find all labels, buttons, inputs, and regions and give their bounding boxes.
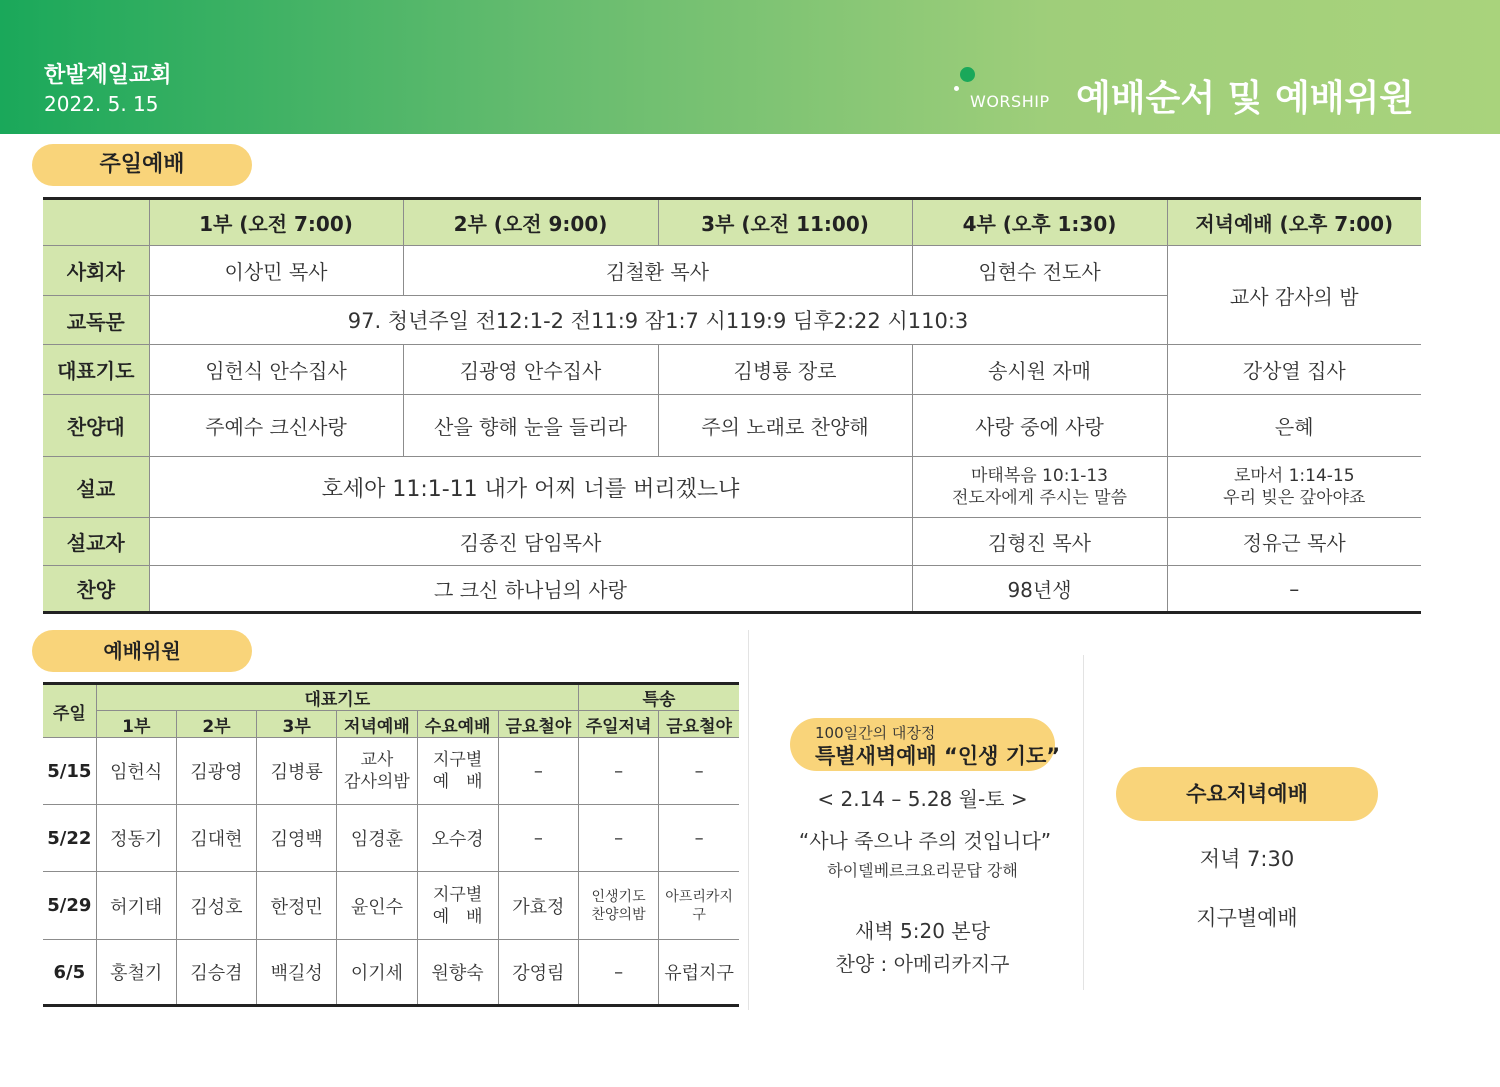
page-title: 예배순서 및 예배위원 xyxy=(1076,78,1415,119)
cell-prayer-2: 김승겸 xyxy=(176,940,256,1006)
church-name: 한밭제일교회 xyxy=(44,63,172,88)
cell-praise-4: 98년생 xyxy=(912,566,1167,613)
dawn-period: < 2.14 – 5.28 월-토 > xyxy=(817,787,1028,811)
divider xyxy=(748,630,749,1010)
table-row xyxy=(43,940,739,1006)
cell-friday: – xyxy=(498,805,578,872)
worship-label: WORSHIP xyxy=(970,92,1050,111)
cell-wednesday xyxy=(417,738,498,805)
row-preacher xyxy=(43,518,1421,566)
subheader-evening: 저녁예배 xyxy=(337,711,417,738)
cell-sunday-evening: – xyxy=(578,940,658,1006)
row-host xyxy=(43,246,1421,296)
row-label: 교독문 xyxy=(43,296,149,345)
wednesday-time: 저녁 7:30 xyxy=(1199,847,1295,871)
cell-friday: – xyxy=(498,738,578,805)
table-header-row xyxy=(43,199,1421,246)
subheader-3: 3부 xyxy=(257,711,337,738)
corner-cell xyxy=(43,199,149,246)
row-label: 설교 xyxy=(43,457,149,518)
subheader-friday-special: 금요철야 xyxy=(659,711,739,738)
evening-line-1: 교사 xyxy=(360,750,394,770)
bulletin-date: 2022. 5. 15 xyxy=(44,92,159,116)
cell-host-1: 이상민 목사 xyxy=(149,246,403,296)
row-date: 5/22 xyxy=(43,805,96,872)
cell-host-2-3: 김철환 목사 xyxy=(403,246,912,296)
table-row xyxy=(43,738,739,805)
section-sunday-title: 주일예배 xyxy=(32,144,252,186)
cell-sermon-main: 호세아 11:1-11 내가 어찌 너를 버리겠느냐 xyxy=(149,457,912,518)
sunday-evening-line-1: 인생기도 xyxy=(591,888,646,905)
row-label: 찬양 xyxy=(43,566,149,613)
dawn-praise: 찬양 : 아메리카지구 xyxy=(835,952,1010,976)
green-dot-icon xyxy=(960,67,975,82)
cell-prayer-1: 홍철기 xyxy=(96,940,176,1006)
cell-prayer-2: 김광영 xyxy=(176,738,256,805)
divider xyxy=(1083,655,1084,990)
cell-friday: 가효정 xyxy=(498,872,578,940)
header-group-prayer: 대표기도 xyxy=(96,684,578,711)
wednesday-line-2: 예 배 xyxy=(432,906,483,927)
cell-evening xyxy=(337,738,417,805)
cell-choir-1: 주예수 크신사랑 xyxy=(149,395,403,457)
cell-prayer-1: 허기태 xyxy=(96,872,176,940)
dawn-title: 특별새벽예배 “인생 기도” xyxy=(815,744,1061,768)
header-banner xyxy=(0,0,1500,134)
row-date: 5/15 xyxy=(43,738,96,805)
dawn-quote: “사나 죽으나 주의 것입니다” xyxy=(798,829,1052,853)
dawn-time: 새벽 5:20 본당 xyxy=(855,919,990,943)
cell-friday-special: – xyxy=(659,738,739,805)
subheader-2: 2부 xyxy=(176,711,256,738)
section-committee-title: 예배위원 xyxy=(32,630,252,672)
cell-prayer-2: 김대현 xyxy=(176,805,256,872)
cell-friday-special: – xyxy=(659,805,739,872)
cell-praise-evening: – xyxy=(1167,566,1421,613)
row-label: 사회자 xyxy=(43,246,149,296)
cell-preacher-4: 김형진 목사 xyxy=(912,518,1167,566)
subheader-wednesday: 수요예배 xyxy=(417,711,498,738)
cell-sermon-evening xyxy=(1167,457,1421,518)
sermon-evening-scripture: 로마서 1:14-15 xyxy=(1233,466,1355,486)
cell-choir-4: 사랑 중에 사랑 xyxy=(912,395,1167,457)
cell-praise-main: 그 크신 하나님의 사랑 xyxy=(149,566,912,613)
cell-prayer-2: 김광영 안수집사 xyxy=(403,345,658,395)
cell-evening: 이기세 xyxy=(337,940,417,1006)
header-service-2: 2부 (오전 9:00) xyxy=(403,199,658,246)
committee-header-row-1 xyxy=(43,684,739,711)
cell-host-4: 임현수 전도사 xyxy=(912,246,1167,296)
header-week: 주일 xyxy=(43,684,96,738)
cell-sunday-evening: – xyxy=(578,805,658,872)
row-label: 찬양대 xyxy=(43,395,149,457)
sermon-4-title: 전도자에게 주시는 말씀 xyxy=(951,488,1128,508)
header-service-1: 1부 (오전 7:00) xyxy=(149,199,403,246)
row-date: 5/29 xyxy=(43,872,96,940)
cell-reading: 97. 청년주일 전12:1-2 전11:9 잠1:7 시119:9 딤후2:22 시110:3 xyxy=(149,296,1167,345)
cell-evening: 윤인수 xyxy=(337,872,417,940)
cell-prayer-evening: 강상열 집사 xyxy=(1167,345,1421,395)
row-date: 6/5 xyxy=(43,940,96,1006)
row-prayer xyxy=(43,345,1421,395)
wednesday-description: 지구별예배 xyxy=(1196,906,1298,930)
cell-sunday-evening: – xyxy=(578,738,658,805)
evening-line-2: 감사의밤 xyxy=(344,772,410,792)
committee-table xyxy=(43,682,739,1007)
header-service-evening: 저녁예배 (오후 7:00) xyxy=(1167,199,1421,246)
white-dot-icon xyxy=(954,86,959,91)
cell-choir-3: 주의 노래로 찬양해 xyxy=(658,395,912,457)
cell-prayer-3: 김영백 xyxy=(257,805,337,872)
cell-choir-2: 산을 향해 눈을 들리라 xyxy=(403,395,658,457)
cell-sunday-evening xyxy=(578,872,658,940)
row-label: 설교자 xyxy=(43,518,149,566)
wednesday-line-2: 예 배 xyxy=(432,772,483,792)
cell-prayer-1: 정동기 xyxy=(96,805,176,872)
header-group-special: 특송 xyxy=(578,684,739,711)
cell-prayer-1: 임헌식 안수집사 xyxy=(149,345,403,395)
cell-friday: 강영림 xyxy=(498,940,578,1006)
table-row xyxy=(43,805,739,872)
wednesday-title: 수요저녁예배 xyxy=(1116,767,1378,821)
header-service-4: 4부 (오후 1:30) xyxy=(912,199,1167,246)
cell-prayer-1: 임헌식 xyxy=(96,738,176,805)
dawn-subtitle: 100일간의 대장정 xyxy=(815,724,936,742)
dawn-description: 하이델베르크요리문답 강해 xyxy=(827,861,1018,880)
cell-sermon-4 xyxy=(912,457,1167,518)
cell-wednesday xyxy=(417,872,498,940)
cell-preacher-evening: 정유근 목사 xyxy=(1167,518,1421,566)
subheader-sunday-evening: 주일저녁 xyxy=(578,711,658,738)
header-service-3: 3부 (오전 11:00) xyxy=(658,199,912,246)
cell-evening-event: 교사 감사의 밤 xyxy=(1167,246,1421,345)
subheader-friday: 금요철야 xyxy=(498,711,578,738)
wednesday-line-1: 지구별 xyxy=(432,750,483,770)
cell-prayer-3: 김병룡 장로 xyxy=(658,345,912,395)
sunday-evening-line-2: 찬양의밤 xyxy=(591,906,646,923)
cell-prayer-3: 백길성 xyxy=(257,940,337,1006)
row-sermon xyxy=(43,457,1421,518)
sunday-service-table xyxy=(43,197,1421,614)
table-row xyxy=(43,872,739,940)
row-praise xyxy=(43,566,1421,613)
row-label: 대표기도 xyxy=(43,345,149,395)
cell-friday-special: 아프리카지구 xyxy=(659,872,739,940)
cell-evening: 임경훈 xyxy=(337,805,417,872)
cell-choir-evening: 은혜 xyxy=(1167,395,1421,457)
cell-prayer-2: 김성호 xyxy=(176,872,256,940)
wednesday-line-1: 지구별 xyxy=(432,884,483,905)
cell-wednesday: 오수경 xyxy=(417,805,498,872)
cell-prayer-4: 송시원 자매 xyxy=(912,345,1167,395)
cell-friday-special: 유럽지구 xyxy=(659,940,739,1006)
cell-prayer-3: 한정민 xyxy=(257,872,337,940)
committee-header-row-2 xyxy=(43,711,739,738)
cell-wednesday: 원향숙 xyxy=(417,940,498,1006)
sermon-4-scripture: 마태복음 10:1-13 xyxy=(970,466,1109,486)
cell-preacher-main: 김종진 담임목사 xyxy=(149,518,912,566)
cell-prayer-3: 김병룡 xyxy=(257,738,337,805)
row-choir xyxy=(43,395,1421,457)
subheader-1: 1부 xyxy=(96,711,176,738)
sermon-evening-title: 우리 빚은 갚아야죠 xyxy=(1223,488,1366,508)
